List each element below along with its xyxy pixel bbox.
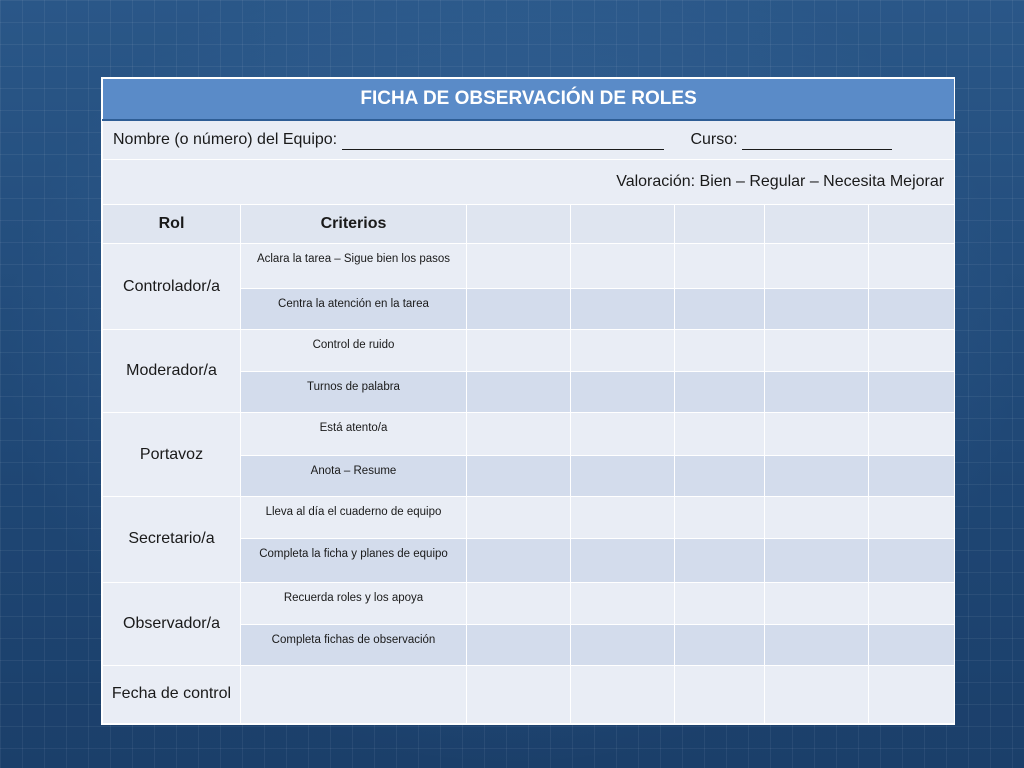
score-cell[interactable] (869, 582, 955, 624)
score-cell[interactable] (467, 582, 571, 624)
table-row (103, 330, 955, 372)
score-cell[interactable] (869, 372, 955, 413)
team-row (103, 120, 955, 160)
score-header-5[interactable] (869, 205, 955, 244)
title-row (103, 79, 955, 121)
score-cell[interactable] (765, 413, 869, 455)
score-cell[interactable] (765, 289, 869, 330)
score-cell[interactable] (675, 538, 765, 582)
score-cell[interactable] (571, 624, 675, 665)
role-cell: Secretario/a (103, 496, 241, 582)
score-cell[interactable] (467, 372, 571, 413)
criteria-header: Criterios (241, 205, 467, 244)
score-cell[interactable] (571, 538, 675, 582)
score-header-1[interactable] (467, 205, 571, 244)
score-cell[interactable] (571, 413, 675, 455)
score-cell[interactable] (675, 624, 765, 665)
score-cell[interactable] (675, 582, 765, 624)
score-cell[interactable] (571, 496, 675, 538)
score-cell[interactable] (571, 289, 675, 330)
role-cell: Observador/a (103, 582, 241, 665)
valuation-scale: Valoración: Bien – Regular – Necesita Mejorar (103, 160, 955, 205)
team-name-field[interactable] (342, 131, 664, 150)
role-cell: Controlador/a (103, 244, 241, 330)
score-cell[interactable] (675, 330, 765, 372)
score-cell[interactable] (765, 624, 869, 665)
course-field[interactable] (742, 131, 892, 150)
score-cell[interactable] (467, 244, 571, 289)
table-row (103, 413, 955, 455)
score-cell[interactable] (571, 582, 675, 624)
score-header-3[interactable] (675, 205, 765, 244)
role-header: Rol (103, 205, 241, 244)
score-cell[interactable] (869, 413, 955, 455)
score-cell[interactable] (869, 455, 955, 496)
score-cell[interactable] (571, 244, 675, 289)
date-label: Fecha de control (103, 665, 241, 723)
criteria-cell: Está atento/a (241, 413, 467, 455)
criteria-cell: Control de ruido (241, 330, 467, 372)
score-cell[interactable] (765, 538, 869, 582)
criteria-cell: Aclara la tarea – Sigue bien los pasos (241, 244, 467, 289)
course-label: Curso: (690, 130, 738, 148)
score-cell[interactable] (765, 582, 869, 624)
date-cell[interactable] (467, 665, 571, 723)
score-cell[interactable] (869, 330, 955, 372)
role-cell: Moderador/a (103, 330, 241, 413)
score-cell[interactable] (765, 455, 869, 496)
criteria-cell: Completa la ficha y planes de equipo (241, 538, 467, 582)
score-cell[interactable] (571, 455, 675, 496)
score-cell[interactable] (571, 372, 675, 413)
score-cell[interactable] (869, 624, 955, 665)
team-name-label: Nombre (o número) del Equipo: (113, 130, 338, 148)
score-cell[interactable] (675, 413, 765, 455)
score-cell[interactable] (467, 538, 571, 582)
score-cell[interactable] (675, 372, 765, 413)
score-cell[interactable] (869, 538, 955, 582)
date-cell[interactable] (765, 665, 869, 723)
score-cell[interactable] (765, 496, 869, 538)
score-cell[interactable] (765, 244, 869, 289)
criteria-cell: Turnos de palabra (241, 372, 467, 413)
score-cell[interactable] (869, 244, 955, 289)
valuation-row (103, 160, 955, 205)
score-cell[interactable] (869, 496, 955, 538)
table-row (103, 582, 955, 624)
table-row (103, 244, 955, 289)
criteria-cell: Completa fichas de observación (241, 624, 467, 665)
criteria-cell: Lleva al día el cuaderno de equipo (241, 496, 467, 538)
roles-table (102, 78, 955, 724)
header-row (103, 205, 955, 244)
score-cell[interactable] (467, 496, 571, 538)
score-cell[interactable] (467, 624, 571, 665)
score-cell[interactable] (765, 330, 869, 372)
criteria-cell: Centra la atención en la tarea (241, 289, 467, 330)
criteria-cell: Anota – Resume (241, 455, 467, 496)
score-cell[interactable] (675, 455, 765, 496)
score-cell[interactable] (467, 330, 571, 372)
score-cell[interactable] (467, 413, 571, 455)
sheet-title: FICHA DE OBSERVACIÓN DE ROLES (103, 79, 955, 121)
score-cell[interactable] (675, 496, 765, 538)
criteria-cell: Recuerda roles y los apoya (241, 582, 467, 624)
score-cell[interactable] (675, 244, 765, 289)
date-cell[interactable] (675, 665, 765, 723)
score-cell[interactable] (869, 289, 955, 330)
score-cell[interactable] (571, 330, 675, 372)
role-cell: Portavoz (103, 413, 241, 496)
score-header-4[interactable] (765, 205, 869, 244)
score-cell[interactable] (765, 372, 869, 413)
date-row (103, 665, 955, 723)
observation-sheet (102, 78, 954, 724)
score-cell[interactable] (467, 455, 571, 496)
date-cell[interactable] (241, 665, 467, 723)
date-cell[interactable] (571, 665, 675, 723)
date-cell[interactable] (869, 665, 955, 723)
score-cell[interactable] (467, 289, 571, 330)
score-cell[interactable] (675, 289, 765, 330)
score-header-2[interactable] (571, 205, 675, 244)
table-row (103, 496, 955, 538)
